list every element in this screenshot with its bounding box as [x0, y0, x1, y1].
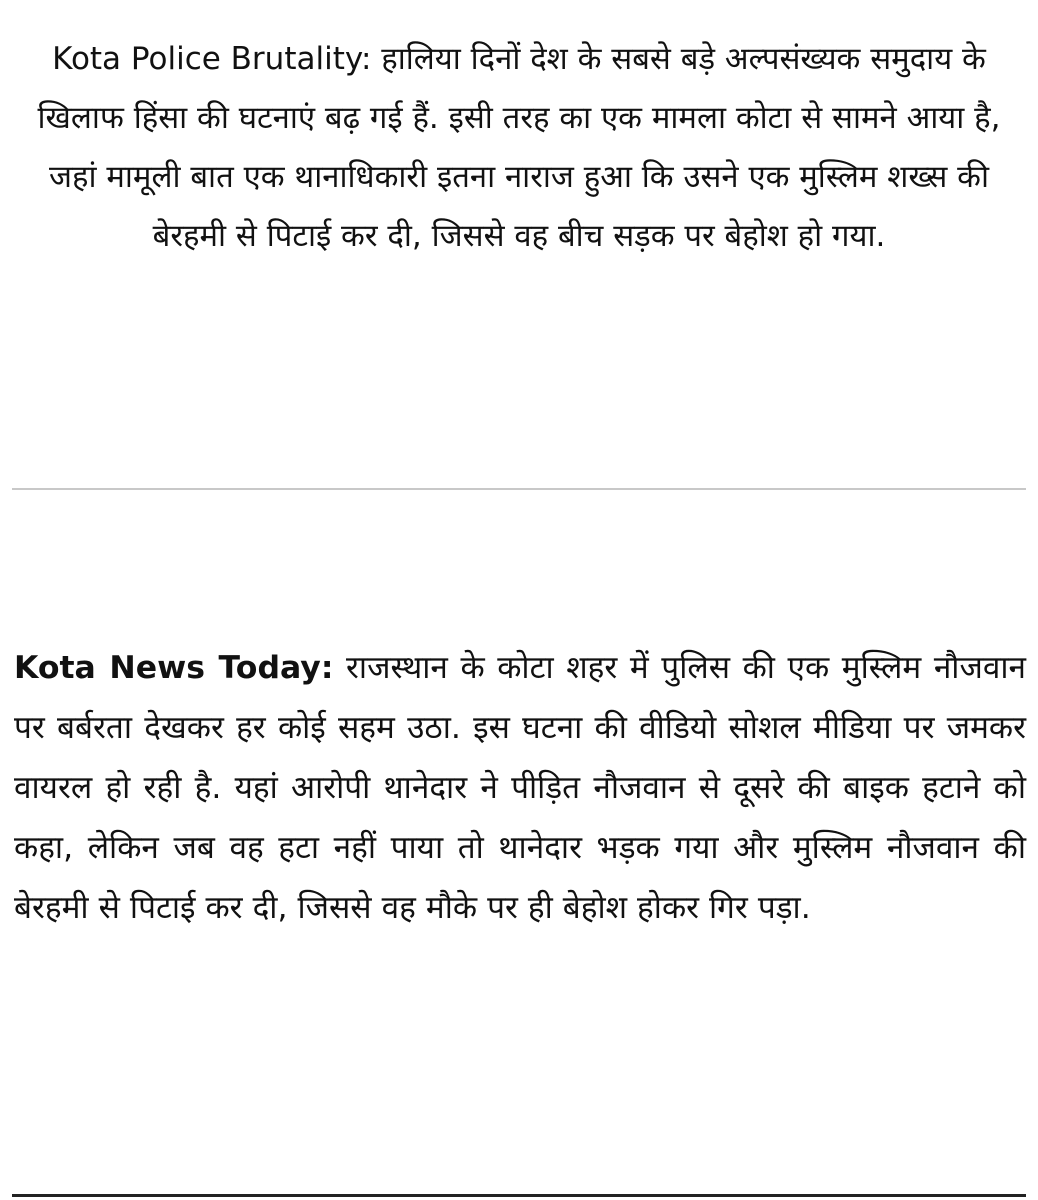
bottom-divider: [12, 1194, 1026, 1197]
section-divider: [12, 488, 1026, 490]
article-lede: Kota Police Brutality: हालिया दिनों देश के सबसे बड़े अल्पसंख्यक समुदाय के खिलाफ हिंसा की घटनाएं बढ़ गई हैं. इसी तरह का एक मामला कोटा से सामने आया है, जहां मामूली बात एक थानाधिकारी इतना नाराज हुआ कि उसने एक मुस्लिम शख्स की बेरहमी से पिटाई कर दी, जिससे वह बीच सड़क पर बेहोश हो गया.: [37, 41, 1001, 254]
article-kicker: Kota News Today:: [14, 650, 334, 686]
article-body-text: राजस्थान के कोटा शहर में पुलिस की एक मुस्लिम नौजवान पर बर्बरता देखकर हर कोई सहम उठा. इस घटना की वीडियो सोशल मीडिया पर जमकर वायरल हो रही है. यहां आरोपी थानेदार ने पीड़ित नौजवान से दूसरे की बाइक हटाने को कहा, लेकिन जब वह हटा नहीं पाया तो थानेदार भड़क गया और मुस्लिम नौजवान की बेरहमी से पिटाई कर दी, जिससे वह मौके पर ही बेहोश होकर गिर पड़ा.: [14, 650, 1026, 926]
article-body-paragraph: [14, 638, 1026, 938]
